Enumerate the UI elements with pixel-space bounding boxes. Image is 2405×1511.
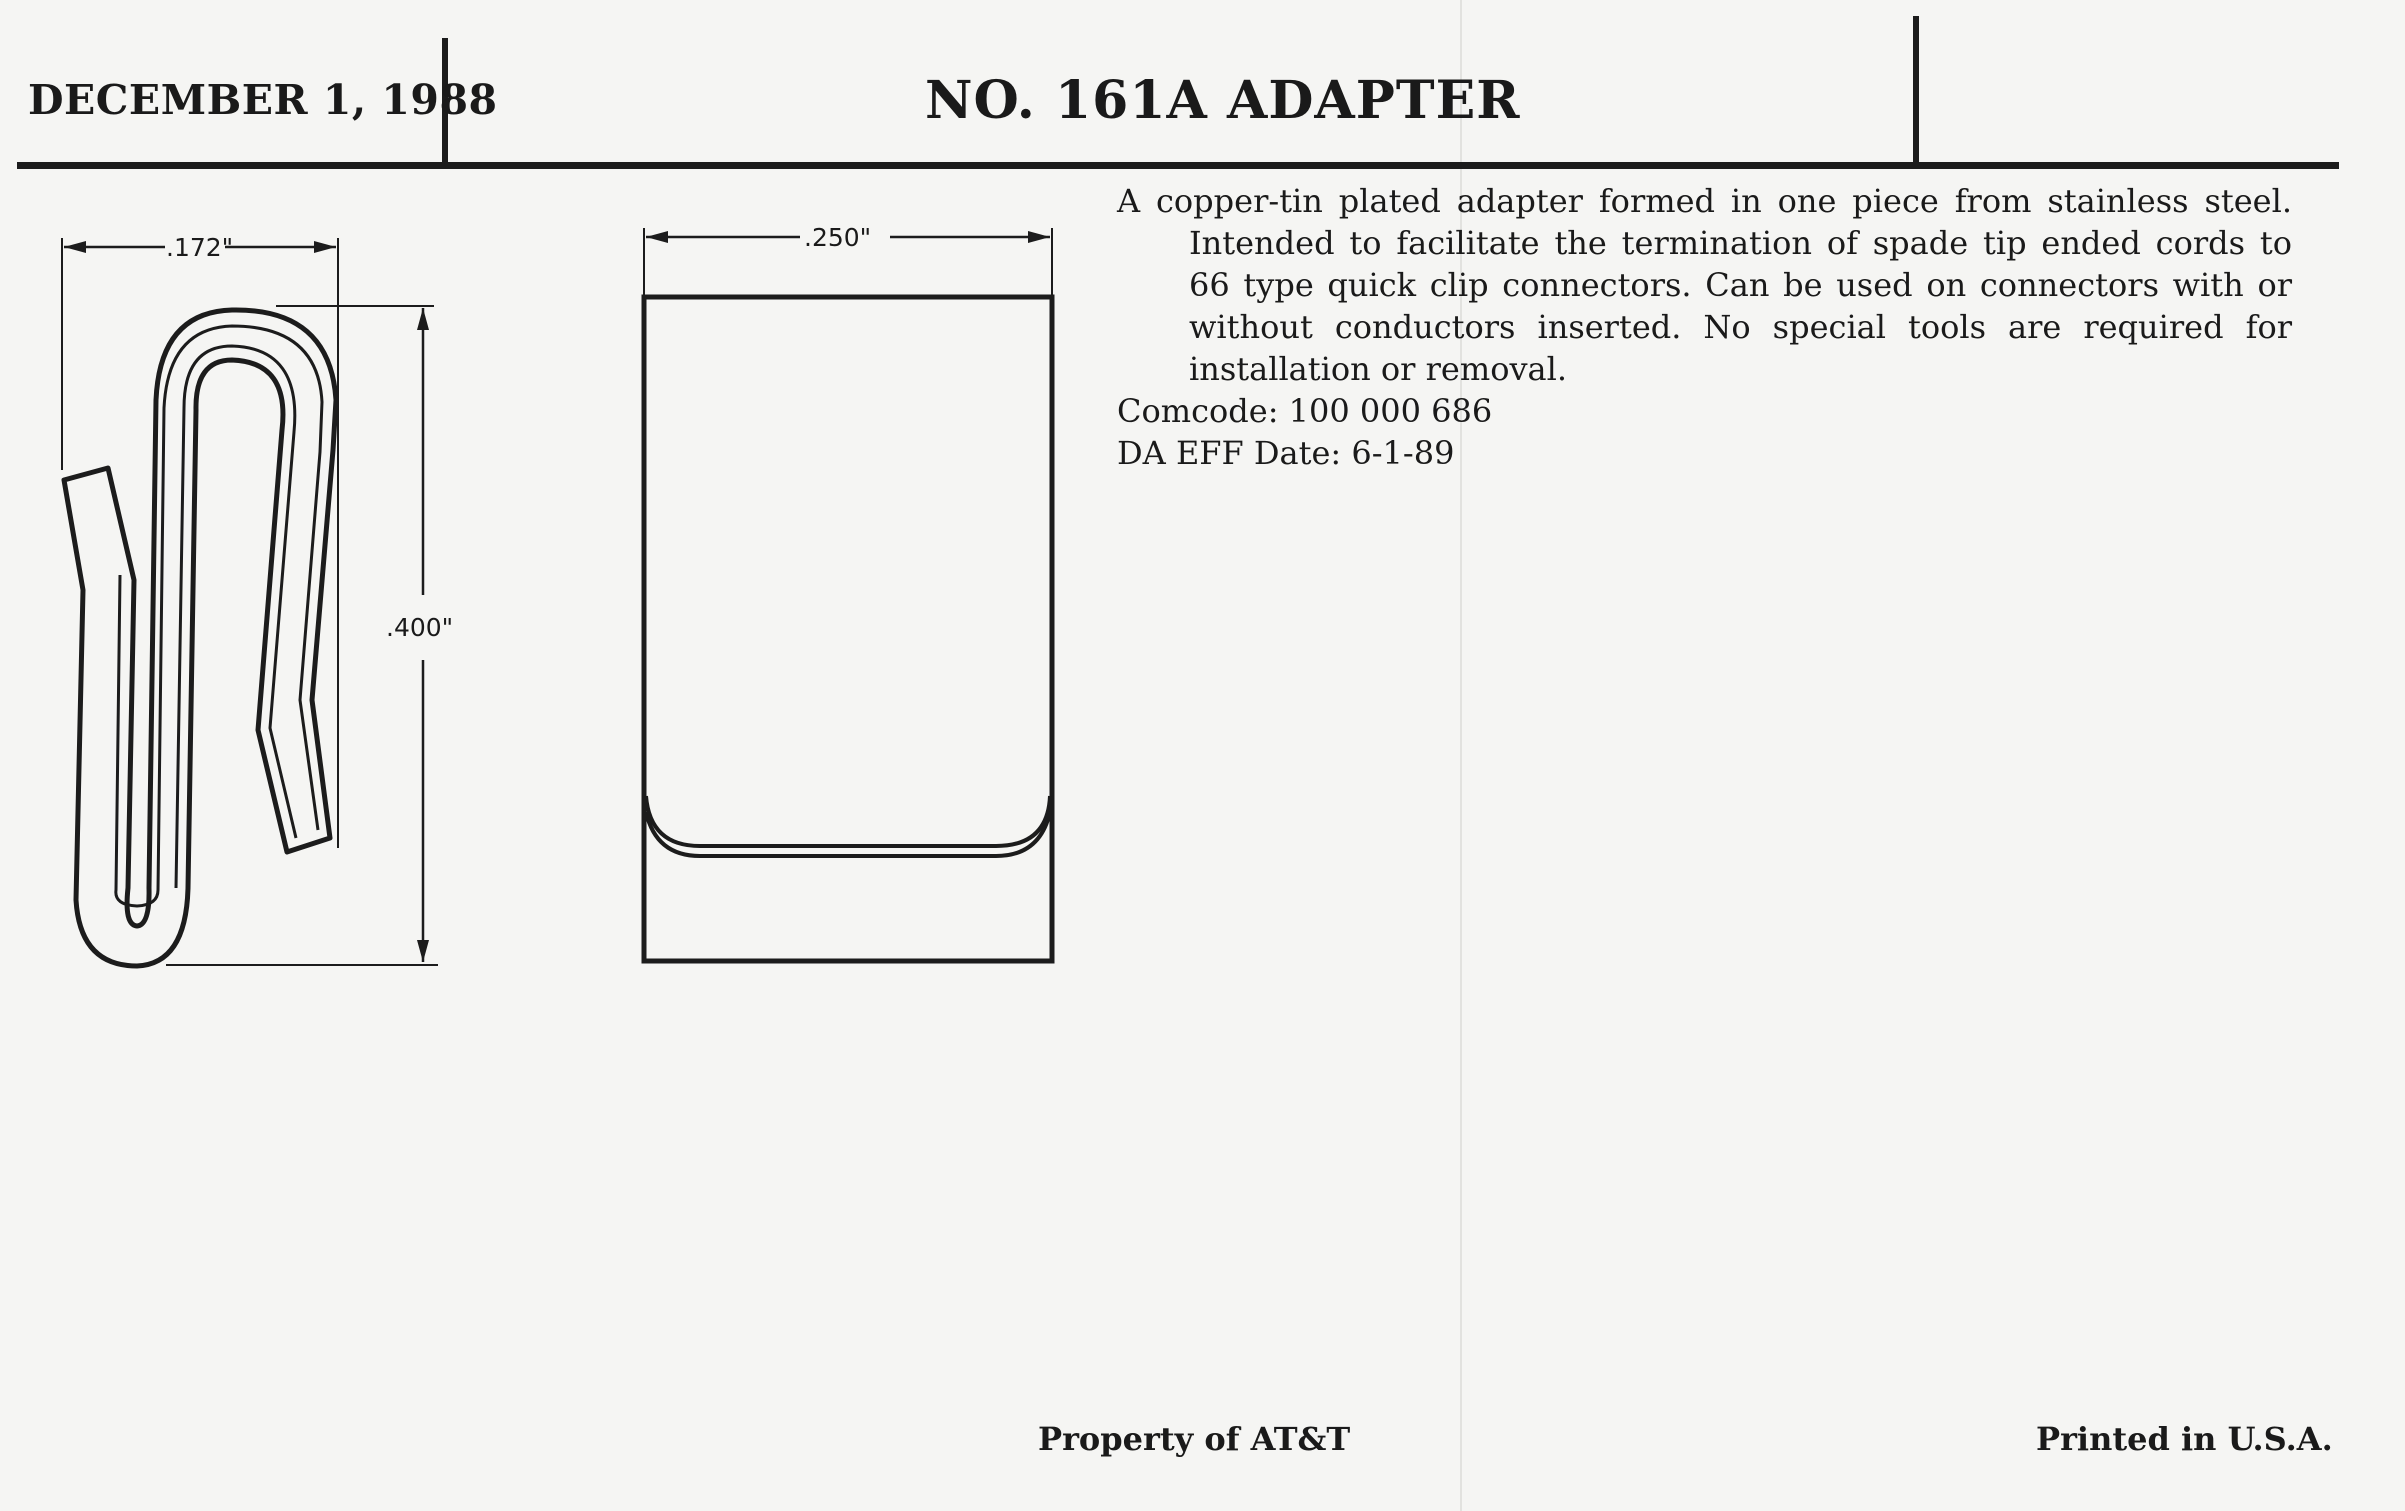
front-view-fold-line-2	[646, 812, 1050, 856]
card-date: DECEMBER 1, 1988	[28, 76, 498, 124]
side-view-contour-inner	[116, 326, 322, 906]
footer-printed: Printed in U.S.A.	[2036, 1420, 2333, 1458]
front-view-fold-line	[646, 796, 1050, 846]
footer-property: Property of AT&T	[1038, 1420, 1351, 1458]
comcode-line: Comcode: 100 000 686	[1117, 392, 1493, 430]
height-arrow-bottom	[417, 940, 429, 962]
side-width-arrow-right	[314, 241, 336, 253]
side-width-label: .172"	[166, 233, 234, 262]
card-title: NO. 161A ADAPTER	[925, 70, 1521, 131]
description-paragraph: A copper-tin plated adapter formed in one piece from stainless steel. Intended to facilitate the termination of spade tip ended cords to 66 type quick clip connectors. Can be used on connectors with or without conductors inserted. No special tools are required for installation or removal.	[1117, 182, 2292, 388]
side-width-arrow-left	[64, 241, 86, 253]
front-width-arrow-left	[646, 231, 668, 243]
height-label: .400"	[386, 613, 454, 642]
front-view-outline	[644, 297, 1052, 961]
effective-date-line: DA EFF Date: 6-1-89	[1117, 434, 1455, 472]
description-block	[1117, 180, 2292, 474]
front-width-arrow-right	[1028, 231, 1050, 243]
height-arrow-top	[417, 308, 429, 330]
front-width-label: .250"	[804, 223, 872, 252]
